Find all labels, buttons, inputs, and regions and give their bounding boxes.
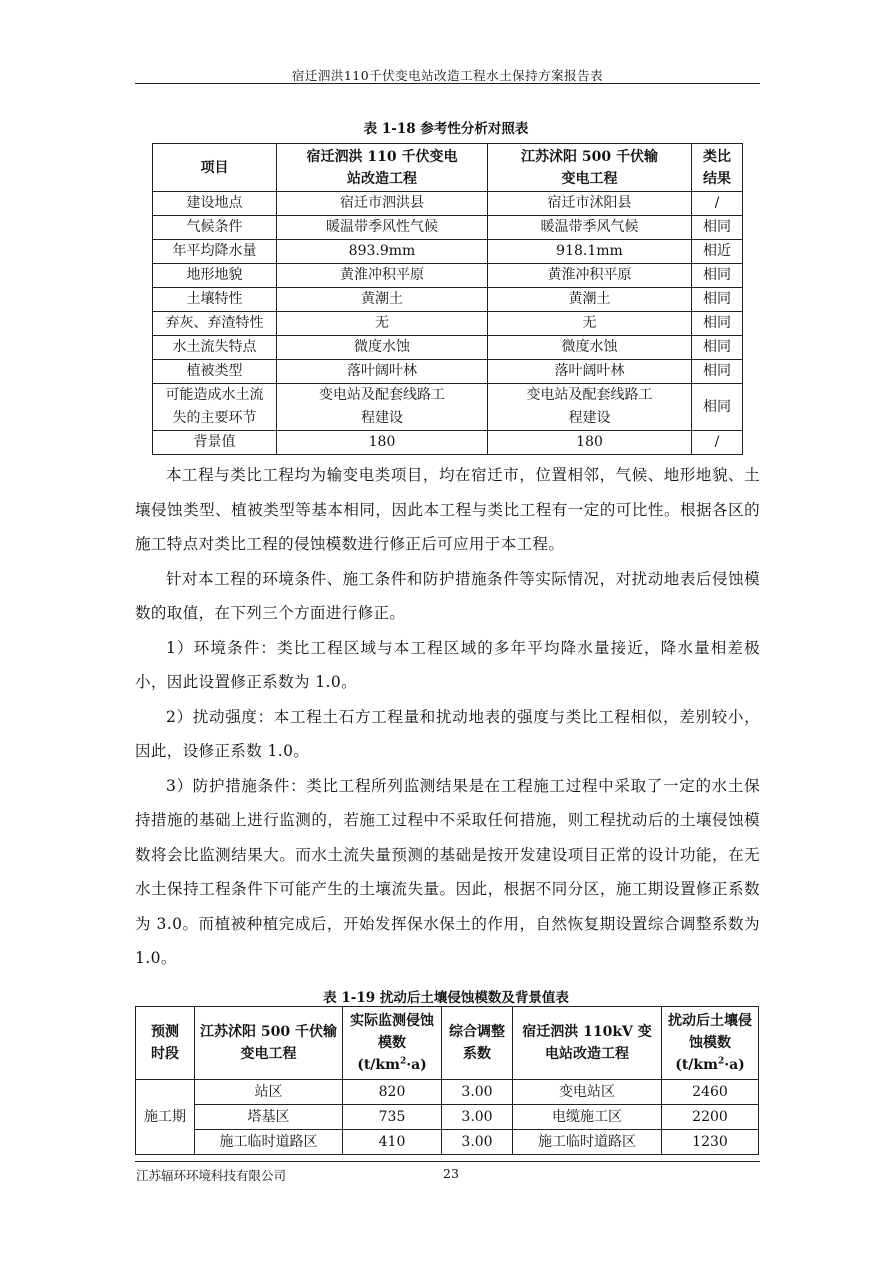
table-cell: 弃灰、弃渣特性	[153, 312, 277, 336]
table-cell: 918.1mm	[488, 240, 692, 264]
table-cell: 变电站及配套线路工程建设	[277, 384, 488, 431]
table-row	[153, 384, 743, 431]
table-cell: 地形地貌	[153, 264, 277, 288]
table-cell: 893.9mm	[277, 240, 488, 264]
table-cell: 水土流失特点	[153, 336, 277, 360]
table-cell: 相同	[692, 384, 743, 431]
table-cell: 相同	[692, 216, 743, 240]
table-cell: 3.00	[442, 1105, 513, 1130]
table-cell: 暖温带季风性气候	[277, 216, 488, 240]
page-header: 宿迁泗洪110千伏变电站改造工程水土保持方案报告表	[291, 68, 604, 83]
table-row	[153, 431, 743, 455]
table-cell: 建设地点	[153, 192, 277, 216]
table-row	[153, 312, 743, 336]
reference-analysis-table	[152, 143, 743, 455]
table-cell: 相同	[692, 336, 743, 360]
table-cell: 3.00	[442, 1080, 513, 1105]
table-cell: /	[692, 431, 743, 455]
table-cell: 植被类型	[153, 360, 277, 384]
table-cell: 无	[488, 312, 692, 336]
table2-header: 预测时段	[136, 1007, 195, 1080]
table-cell: 1230	[662, 1130, 759, 1155]
table-row	[153, 288, 743, 312]
table-row	[136, 1105, 759, 1130]
header-text: ·a)	[724, 1057, 745, 1073]
table-cell: 电缆施工区	[513, 1105, 662, 1130]
period-cell: 施工期	[136, 1080, 195, 1155]
table-cell: 施工临时道路区	[513, 1130, 662, 1155]
table-cell: 2200	[662, 1105, 759, 1130]
paragraph: 1）环境条件：类比工程区域与本工程区域的多年平均降水量接近，降水量相差极小，因此设置修正系数为 1.0。	[135, 638, 760, 691]
page-number: 23	[443, 1166, 459, 1181]
table-cell: 820	[343, 1080, 442, 1105]
table-cell: 宿迁市泗洪县	[277, 192, 488, 216]
table-cell: 735	[343, 1105, 442, 1130]
table-cell: 相同	[692, 312, 743, 336]
table-cell: 180	[488, 431, 692, 455]
table-row	[153, 216, 743, 240]
table2-header: 江苏沭阳 500 千伏输变电工程	[195, 1007, 343, 1080]
table-cell: 落叶阔叶林	[277, 360, 488, 384]
table1-header-row	[153, 144, 743, 192]
paragraph: 3）防护措施条件：类比工程所列监测结果是在工程施工过程中采取了一定的水土保持措施的基础上进行监测的，若施工过程中不采取任何措施，则工程扰动后的土壤侵蚀模数将会比监测结果大。而水土流失量预测的基础是按开发建设项目正常的设计功能，在无水土保持工程条件下可能产生的土壤流失量。因此，根据不同分区，施工期设置修正系数为 3.0。而植被种植完成后，开始发挥保水保土的作用，自然恢复期设置综合调整系数为 1.0。	[135, 776, 760, 967]
table-cell: 落叶阔叶林	[488, 360, 692, 384]
table-row	[153, 240, 743, 264]
table1-header: 江苏沭阳 500 千伏输变电工程	[488, 144, 692, 192]
table1-header: 项目	[153, 144, 277, 192]
header-text: 实际监测侵蚀模数(t/km	[350, 1013, 434, 1073]
table-cell: 气候条件	[153, 216, 277, 240]
paragraph: 本工程与类比工程均为输变电类项目，均在宿迁市，位置相邻，气候、地形地貌、土壤侵蚀类型、植被类型等基本相同，因此本工程与类比工程有一定的可比性。根据各区的施工特点对类比工程的侵蚀模数进行修正后可应用于本工程。	[135, 466, 760, 553]
header-rule	[135, 83, 760, 84]
table2-header	[343, 1007, 442, 1080]
table-cell: /	[692, 192, 743, 216]
table-cell: 相近	[692, 240, 743, 264]
table-row	[153, 264, 743, 288]
table-cell: 相同	[692, 360, 743, 384]
paragraph: 针对本工程的环境条件、施工条件和防护措施条件等实际情况，对扰动地表后侵蚀模数的取值，在下列三个方面进行修正。	[135, 569, 760, 622]
table-cell: 变电站及配套线路工程建设	[488, 384, 692, 431]
table-cell: 施工临时道路区	[195, 1130, 343, 1155]
table-row	[153, 192, 743, 216]
table-row	[153, 360, 743, 384]
table-cell: 黄潮土	[488, 288, 692, 312]
table-cell: 410	[343, 1130, 442, 1155]
table-cell: 黄淮冲积平原	[488, 264, 692, 288]
erosion-modulus-table	[135, 1006, 759, 1155]
table2-header: 宿迁泗洪 110kV 变电站改造工程	[513, 1007, 662, 1080]
table2-caption: 表 1-19 扰动后土壤侵蚀模数及背景值表	[323, 990, 569, 1006]
table-cell: 塔基区	[195, 1105, 343, 1130]
table-row	[136, 1080, 759, 1105]
footer-company: 江苏辐环环境科技有限公司	[136, 1168, 287, 1183]
table2-header-row	[136, 1007, 759, 1080]
table1-header: 类比结果	[692, 144, 743, 192]
table-cell: 黄潮土	[277, 288, 488, 312]
table-cell: 站区	[195, 1080, 343, 1105]
table1-caption: 表 1-18 参考性分析对照表	[363, 121, 529, 137]
table-cell: 微度水蚀	[277, 336, 488, 360]
table-cell: 3.00	[442, 1130, 513, 1155]
table-cell: 可能造成水土流失的主要环节	[153, 384, 277, 431]
table-cell: 180	[277, 431, 488, 455]
table-cell: 相同	[692, 288, 743, 312]
table-row	[153, 336, 743, 360]
header-text: 扰动后土壤侵蚀模数	[668, 1013, 752, 1051]
table-cell: 微度水蚀	[488, 336, 692, 360]
table-cell: 2460	[662, 1080, 759, 1105]
table-cell: 背景值	[153, 431, 277, 455]
superscript: 2	[399, 1056, 407, 1067]
table2-header	[662, 1007, 759, 1080]
footer-rule	[135, 1161, 760, 1162]
table1-header: 宿迁泗洪 110 千伏变电站改造工程	[277, 144, 488, 192]
table2-header: 综合调整系数	[442, 1007, 513, 1080]
table-cell: 相同	[692, 264, 743, 288]
table-cell: 无	[277, 312, 488, 336]
table-cell: 暖温带季风气候	[488, 216, 692, 240]
header-text: (t/km	[675, 1057, 718, 1073]
table-cell: 变电站区	[513, 1080, 662, 1105]
header-text: ·a)	[406, 1057, 427, 1073]
table-row	[136, 1130, 759, 1155]
table-cell: 黄淮冲积平原	[277, 264, 488, 288]
paragraph: 2）扰动强度：本工程土石方工程量和扰动地表的强度与类比工程相似，差别较小，因此，设修正系数 1.0。	[135, 707, 760, 760]
table-cell: 土壤特性	[153, 288, 277, 312]
table-cell: 宿迁市沭阳县	[488, 192, 692, 216]
superscript: 2	[717, 1056, 725, 1067]
body-text	[135, 458, 760, 976]
table-cell: 年平均降水量	[153, 240, 277, 264]
